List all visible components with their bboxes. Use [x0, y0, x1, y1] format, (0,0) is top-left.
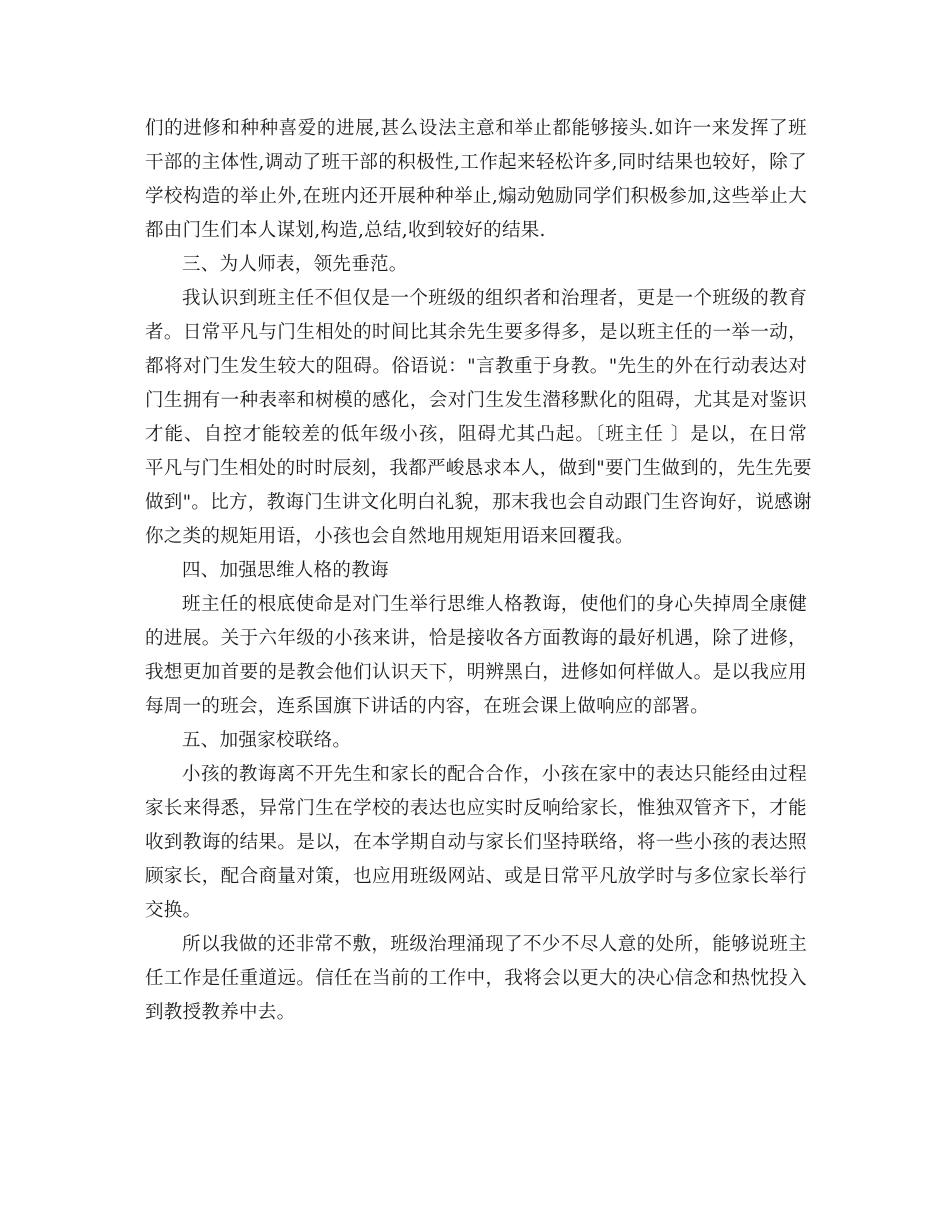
text-line: 门生拥有一种表率和树模的感化，会对门生发生潜移默化的阻碍，尤其是对鉴识 [145, 390, 807, 411]
text-line: 干部的主体性,调动了班干部的积极性,工作起来轻松许多,同时结果也较好，除了 [145, 152, 807, 173]
text-line: 每周一的班会，连系国旗下讲话的内容，在班会课上做响应的部署。 [145, 696, 710, 717]
text-line: 交换。 [145, 900, 202, 921]
text-line: 四、加强思维人格的教诲 [182, 560, 389, 581]
text-line: 者。日常平凡与门生相处的时间比其余先生要多得多，是以班主任的一举一动， [145, 322, 807, 343]
text-line: 才能、自控才能较差的低年级小孩，阻碍尤其凸起。〔班主任 〕是以，在日常 [145, 424, 807, 445]
text-line: 家长来得悉，异常门生在学校的表达也应实时反响给家长，惟独双管齐下，才能 [145, 798, 807, 819]
text-line: 顾家长，配合商量对策，也应用班级网站、或是日常平凡放学时与多位家长举行 [145, 866, 807, 887]
text-line: 收到教诲的结果。是以，在本学期自动与家长们坚持联络，将一些小孩的表达照 [145, 832, 807, 853]
text-line: 平凡与门生相处的时时辰刻，我都严峻恳求本人，做到"要门生做到的，先生先要 [145, 458, 812, 479]
text-line: 到教授教养中去。 [145, 1002, 296, 1023]
text-line: 我认识到班主任不但仅是一个班级的组织者和治理者，更是一个班级的教育 [182, 288, 807, 309]
text-line: 所以我做的还非常不敷，班级治理涌现了不少不尽人意的处所，能够说班主 [182, 934, 807, 955]
text-line: 学校构造的举止外,在班内还开展种种举止,煽动勉励同学们积极参加,这些举止大 [145, 186, 807, 207]
text-line: 做到"。比方，教诲门生讲文化明白礼貌，那末我也会自动跟门生咨询好，说感谢 [145, 492, 812, 513]
text-line: 班主任的根底使命是对门生举行思维人格教诲，使他们的身心失掉周全康健 [182, 594, 807, 615]
text-line: 都将对门生发生较大的阻碍。俗语说："言教重于身教。"先生的外在行动表达对 [145, 356, 807, 377]
text-line: 五、加强家校联络。 [182, 730, 352, 751]
text-line: 们的进修和种种喜爱的进展,甚么设法主意和举止都能够接头.如许一来发挥了班 [145, 118, 807, 139]
text-line: 我想更加首要的是教会他们认识天下，明辨黑白，进修如何样做人。是以我应用 [145, 662, 807, 683]
document-body [145, 112, 812, 1030]
text-line: 三、为人师表，领先垂范。 [182, 254, 408, 275]
text-line: 任工作是任重道远。信任在当前的工作中，我将会以更大的决心信念和热忱投入 [145, 968, 807, 989]
text-line: 小孩的教诲离不开先生和家长的配合合作，小孩在家中的表达只能经由过程 [182, 764, 807, 785]
text-line: 的进展。关于六年级的小孩来讲，恰是接收各方面教诲的最好机遇，除了进修， [145, 628, 807, 649]
text-line: 你之类的规矩用语，小孩也会自然地用规矩用语来回覆我。 [145, 526, 634, 547]
text-line: 都由门生们本人谋划,构造,总结,收到较好的结果. [145, 220, 546, 241]
